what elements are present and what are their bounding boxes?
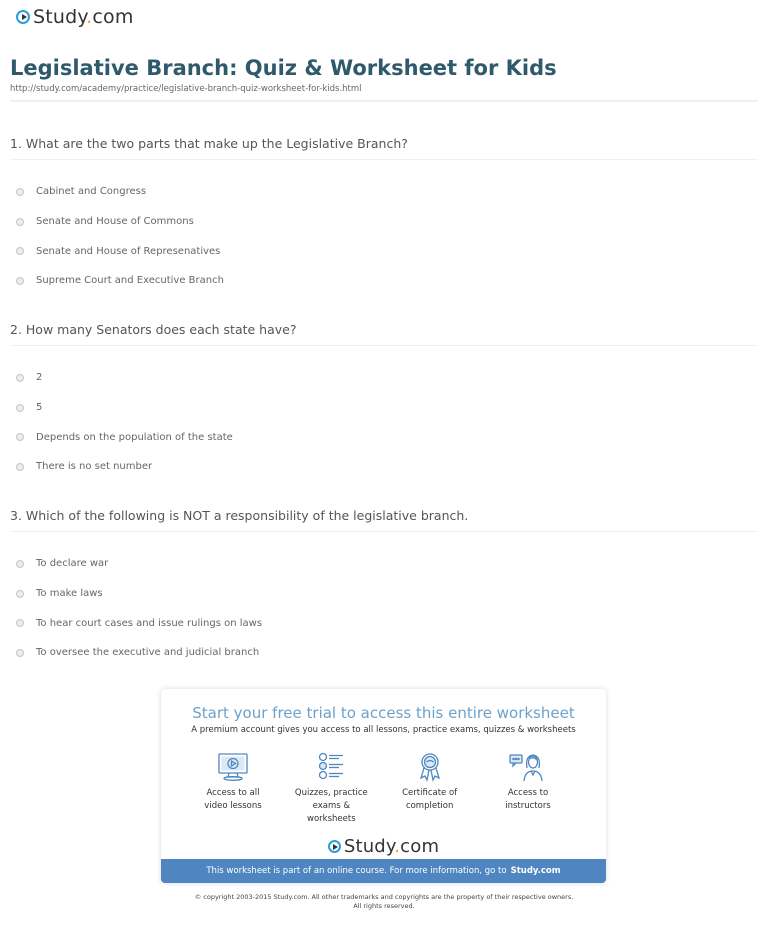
feature-instructors — [488, 752, 568, 826]
radio-button[interactable] — [16, 649, 24, 657]
option-label: Supreme Court and Executive Branch — [36, 275, 224, 287]
quiz-list-icon — [314, 752, 348, 782]
promo-study-logo[interactable] — [161, 836, 606, 857]
option-label: Senate and House of Represenatives — [36, 245, 221, 257]
rights-text: All rights reserved. — [353, 902, 415, 910]
play-circle-icon — [16, 10, 30, 24]
option-label: To oversee the executive and judicial branch — [36, 647, 260, 659]
promo-title[interactable]: Start your free trial to access this entire worksheet — [192, 704, 575, 722]
promo-subtitle: A premium account gives you access to all lessons, practice exams, quizzes & worksheets — [191, 725, 576, 735]
study-logo[interactable] — [16, 6, 134, 28]
copyright-notice — [0, 893, 768, 911]
certificate-icon — [413, 752, 447, 782]
copyright-text: © copyright 2003-2015 Study.com. All other trademarks and copyrights are the property of their respective owners. — [194, 893, 574, 901]
feature-certificate — [390, 752, 470, 826]
header-divider — [10, 100, 758, 102]
instructor-icon — [508, 752, 548, 782]
option-label: 5 — [36, 402, 43, 414]
answer-option[interactable] — [10, 452, 758, 482]
question-title: 1. What are the two parts that make up the Legislative Branch? — [10, 136, 758, 160]
feature-label: Access to instructors — [505, 788, 551, 811]
option-label: Senate and House of Commons — [36, 216, 194, 228]
answer-option[interactable] — [10, 177, 758, 207]
logo-text: Study.com — [343, 836, 440, 857]
option-label: 2 — [36, 372, 43, 384]
radio-button[interactable] — [16, 188, 24, 196]
answer-options — [10, 177, 758, 296]
radio-button[interactable] — [16, 560, 24, 568]
question-2 — [10, 322, 758, 482]
feature-label: Certificate of completion — [402, 788, 458, 811]
answer-options — [10, 549, 758, 668]
radio-button[interactable] — [16, 590, 24, 598]
answer-option[interactable] — [10, 638, 758, 668]
answer-option[interactable] — [10, 549, 758, 579]
answer-options — [10, 363, 758, 482]
promo-bar-text: This worksheet is part of an online course. For more information, go to — [206, 866, 507, 876]
promo-info-bar — [161, 859, 606, 883]
option-label: There is no set number — [36, 461, 153, 473]
answer-option[interactable] — [10, 579, 758, 609]
question-title: 2. How many Senators does each state have? — [10, 322, 758, 346]
question-1 — [10, 136, 758, 296]
answer-option[interactable] — [10, 393, 758, 423]
study-com-link[interactable]: Study.com — [510, 866, 561, 876]
radio-button[interactable] — [16, 374, 24, 382]
page-url: http://study.com/academy/practice/legislative-branch-quiz-worksheet-for-kids.html — [10, 84, 362, 94]
feature-quizzes — [291, 752, 371, 826]
option-label: To hear court cases and issue rulings on laws — [36, 617, 263, 629]
radio-button[interactable] — [16, 404, 24, 412]
answer-option[interactable] — [10, 236, 758, 266]
radio-button[interactable] — [16, 277, 24, 285]
answer-option[interactable] — [10, 608, 758, 638]
radio-button[interactable] — [16, 433, 24, 441]
page-title: Legislative Branch: Quiz & Worksheet for Kids — [10, 56, 557, 80]
answer-option[interactable] — [10, 266, 758, 296]
logo-text: Study.com — [33, 6, 134, 28]
feature-label: Quizzes, practice exams & worksheets — [294, 788, 368, 824]
option-label: Depends on the population of the state — [36, 431, 233, 443]
radio-button[interactable] — [16, 247, 24, 255]
answer-option[interactable] — [10, 363, 758, 393]
answer-option[interactable] — [10, 207, 758, 237]
option-label: To make laws — [36, 588, 103, 600]
question-title: 3. Which of the following is NOT a responsibility of the legislative branch. — [10, 508, 758, 532]
play-circle-icon — [328, 840, 341, 853]
free-trial-promo — [161, 689, 606, 883]
feature-label: Access to all video lessons — [204, 788, 262, 811]
radio-button[interactable] — [16, 218, 24, 226]
radio-button[interactable] — [16, 463, 24, 471]
question-3 — [10, 508, 758, 668]
option-label: To declare war — [36, 558, 109, 570]
answer-option[interactable] — [10, 422, 758, 452]
video-lesson-icon — [216, 752, 250, 782]
feature-video-lessons — [193, 752, 273, 826]
option-label: Cabinet and Congress — [36, 186, 147, 198]
radio-button[interactable] — [16, 619, 24, 627]
feature-list — [193, 752, 568, 826]
